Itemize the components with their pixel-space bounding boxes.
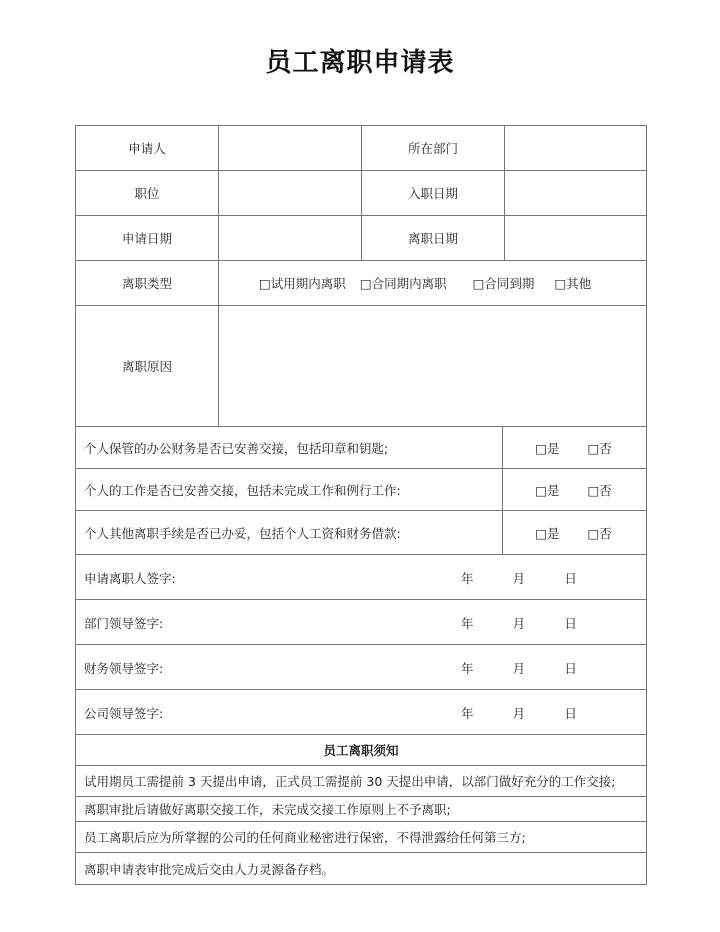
apply-date-label: 申请日期 xyxy=(76,216,219,260)
day-label: 日 xyxy=(564,705,577,721)
notice-heading-row xyxy=(76,735,646,766)
signature-label: 公司领导签字: xyxy=(84,705,164,721)
check-yes[interactable]: □是 xyxy=(535,482,560,498)
applicant-field[interactable] xyxy=(219,126,362,170)
position-field[interactable] xyxy=(219,171,362,215)
signature-row xyxy=(76,600,646,645)
month-label: 月 xyxy=(512,705,526,721)
day-label: 日 xyxy=(564,660,577,676)
signature-row xyxy=(76,645,646,690)
leave-type-option-probation[interactable]: □试用期内离职 xyxy=(259,276,346,291)
check-text: 个人保管的办公财务是否已安善交接，包括印章和钥匙; xyxy=(76,427,503,468)
form-row-applicant xyxy=(76,126,646,171)
page-title: 员工离职申请表 xyxy=(265,48,455,78)
leave-date-field[interactable] xyxy=(505,216,646,260)
day-label: 日 xyxy=(564,570,577,586)
day-label: 日 xyxy=(564,615,577,631)
notice-text: 员工离职后应为所掌握的公司的任何商业秘密进行保密，不得泄露给任何第三方; xyxy=(84,830,526,845)
check-yes[interactable]: □是 xyxy=(535,440,560,456)
month-label: 月 xyxy=(512,660,526,676)
leave-type-options xyxy=(219,261,646,305)
check-row xyxy=(76,469,646,511)
leave-type-option-contract[interactable]: □合同期内离职 xyxy=(359,276,447,291)
notice-item xyxy=(76,797,646,822)
check-no[interactable]: □否 xyxy=(587,525,612,541)
signature-date[interactable] xyxy=(461,659,616,677)
signature-row xyxy=(76,555,646,600)
leave-reason-field[interactable] xyxy=(219,306,646,426)
check-text: 个人其他离职手续是否已办妥，包括个人工资和财务借款: xyxy=(76,511,503,554)
check-options xyxy=(503,469,644,510)
notice-item xyxy=(76,822,646,853)
check-text: 个人的工作是否已安善交接，包括未完成工作和例行工作: xyxy=(76,469,503,510)
notice-text: 离职审批后请做好离职交接工作，未完成交接工作原则上不予离职; xyxy=(84,802,451,817)
notice-text: 离职申请表审批完成后交由人力灵源备存档。 xyxy=(84,861,335,877)
year-label: 年 xyxy=(461,570,474,586)
year-label: 年 xyxy=(461,660,474,676)
notice-text: 试用期员工需提前 3 天提出申请，正式员工需提前 30 天提出申请，以部门做好充分的工作交接; xyxy=(84,774,616,789)
position-label: 职位 xyxy=(76,171,219,215)
check-row xyxy=(76,511,646,555)
applicant-label: 申请人 xyxy=(76,126,219,170)
leave-reason-label: 离职原因 xyxy=(76,306,219,426)
notice-item xyxy=(76,766,646,797)
check-yes[interactable]: □是 xyxy=(535,525,560,541)
signature-date[interactable] xyxy=(461,569,616,587)
leave-type-label: 离职类型 xyxy=(76,261,219,305)
form-row-dates xyxy=(76,216,646,261)
signature-label: 财务领导签字: xyxy=(84,660,164,676)
form-row-reason xyxy=(76,306,646,427)
check-no[interactable]: □否 xyxy=(587,440,612,456)
signature-label: 申请离职人签字: xyxy=(84,570,176,586)
notice-heading: 员工离职须知 xyxy=(323,743,399,758)
check-row xyxy=(76,427,646,469)
year-label: 年 xyxy=(461,615,474,631)
join-date-label: 入职日期 xyxy=(362,171,505,215)
signature-label: 部门领导签字: xyxy=(84,615,164,631)
form-row-type xyxy=(76,261,646,306)
month-label: 月 xyxy=(512,570,526,586)
department-field[interactable] xyxy=(505,126,646,170)
leave-type-option-other[interactable]: □其他 xyxy=(554,276,592,291)
department-label: 所在部门 xyxy=(362,126,505,170)
leave-type-option-expired[interactable]: □合同到期 xyxy=(472,276,535,291)
form-row-position xyxy=(76,171,646,216)
month-label: 月 xyxy=(512,615,526,631)
leave-date-label: 离职日期 xyxy=(362,216,505,260)
signature-row xyxy=(76,690,646,735)
check-options xyxy=(503,511,644,554)
year-label: 年 xyxy=(461,705,474,721)
signature-date[interactable] xyxy=(461,704,616,722)
resignation-form xyxy=(75,125,647,885)
apply-date-field[interactable] xyxy=(219,216,362,260)
notice-item xyxy=(76,853,646,884)
check-options xyxy=(503,427,644,468)
check-no[interactable]: □否 xyxy=(587,482,612,498)
signature-date[interactable] xyxy=(461,614,616,632)
join-date-field[interactable] xyxy=(505,171,646,215)
